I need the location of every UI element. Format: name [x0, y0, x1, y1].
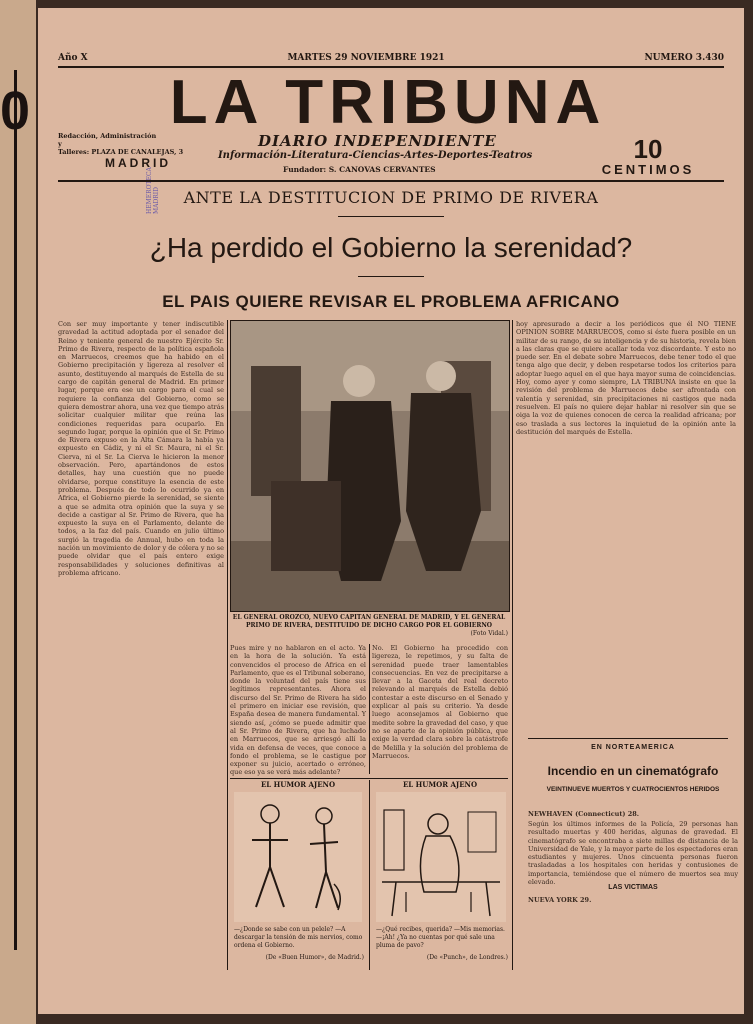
masthead-title: LA TRIBUNA: [169, 68, 607, 137]
newspaper-page: [38, 8, 744, 1014]
cartoon-drawing-2: [376, 792, 506, 922]
paper-subtitle: DIARIO INDEPENDIENTE: [258, 132, 497, 150]
paper-subjects: Información-Literatura-Ciencias-Artes-Deportes-Teatros: [218, 150, 533, 161]
column-divider: [512, 320, 513, 970]
news-headline: Incendio en un cinematógrafo: [547, 764, 719, 778]
kicker-rule: [338, 216, 444, 217]
price-unit: CENTIMOS: [601, 162, 695, 177]
cartoon-illustration-1: [234, 792, 362, 922]
news-body: Según los últimos informes de la Policía, 29 personas han resultado muertas y 400 heridas, algunas de gravedad. El cinematógrafo se encontraba a siete millas de distancia de la Universidad de Yale, y la mayor parte de los espectadores eran estudiantes y mujeres. Unos cincuenta personas fueron trasladadas a los hospitales con heridas y contusiones de importancia, temiéndose que el número de muertos sea muy elevado.: [528, 820, 738, 887]
news-dateline: NUEVA YORK 29.: [528, 896, 592, 904]
kicker-headline: ANTE LA DESTITUCION DE PRIMO DE RIVERA: [183, 188, 599, 207]
issue-year: Año X: [58, 53, 88, 63]
photo-caption-text: EL GENERAL OROZCO, NUEVO CAPITAN GENERAL DE MADRID, Y EL GENERAL PRIMO DE RIVERA, DESTITUIDO DE DICHO CARGO POR EL GOBIERNO: [232, 614, 506, 629]
article-column-right: hoy apresurado a decir a los periódicos que él NO TIENE OPINION SOBRE MARRUECOS, como si éste fuera posible en un militar de su rango, de su inteligencia y de su historia, revela bien a las claras que se quiere acallar toda voz discordante. Y esto no puede ser. En el debate sobre Marruecos, debe tener todo el que tenga algo que decir, y deben respetarse todos los criterios para adoptar luego aquel en el que haya mayor suma de coincidencias. Hoy, como ayer y como siempre, LA TRIBUNA insiste en que la revisión del problema de Marruecos debe ser afrontada con valentía y serenidad, sin precipitaciones ni castigos que nada resuelven. El país no quiere dejar hablar ni resolver sin que se oiga la voz de quienes conocen de cerca la realidad africana; por eso traslada a sus lectores la inquietud de la opinión ante la destitución del marqués de Estella.: [516, 320, 736, 436]
office-line: Redacción, Administración: [58, 132, 157, 140]
cartoon-title: EL HUMOR AJENO: [260, 780, 336, 789]
dateline-bar: [58, 53, 724, 63]
office-line: y: [58, 140, 62, 148]
previous-page-fragment: 0: [0, 81, 31, 141]
issue-number: NUMERO 3.430: [644, 53, 724, 63]
news-victims-head: LAS VICTIMAS: [608, 884, 658, 891]
previous-page-rule: [0, 70, 17, 950]
column-divider: [227, 320, 228, 970]
news-section: EN NORTEAMERICA: [591, 744, 675, 751]
cartoons-top-rule: [230, 778, 508, 779]
price-box: [578, 136, 718, 177]
headline-rule: [358, 276, 424, 277]
office-address: [58, 132, 218, 170]
masthead-bottom-rule: [58, 180, 724, 182]
cartoon-credit: (De «Buen Humor», de Madrid.): [265, 954, 364, 961]
cartoon-title: EL HUMOR AJENO: [402, 780, 478, 789]
column-divider: [369, 780, 370, 970]
photo-credit: (Foto Vidal.): [470, 630, 508, 637]
previous-page-edge: [0, 0, 36, 1024]
cartoon-illustration-2: [376, 792, 506, 922]
column-divider: [369, 644, 370, 774]
cartoon-credit: (De «Punch», de Londres.): [426, 954, 508, 961]
article-column-mid1: Pues mire y no hablaron en el acto. Ya en la hora de la solución. Ya está convencidos el proceso de Africa en el Parlamento, que es el Tribunal soberano, donde la voluntad del país tiene sus legítimos representantes. Ahora el discurso del Sr. Primo de Rivera ha sido el primero en iniciar ese revisión, que España desea de manera fundamental. Y siendo así, ¿cómo se puede admitir que al Sr. Primo de Rivera, que ha luchado en Marruecos, que se arriesgó allí la vida en defensa de veces, que conoce a fondo el problema, se le castigue por exponer su juicio, acertado o erróneo, que eso ya se verá más adelante?: [230, 644, 366, 777]
cartoon-caption: —¿Qué recibes, querida? —Mis memorias. —¡Ah! ¿Ya no cuentas por qué sale una pluma de pavo?: [376, 926, 505, 949]
city-name: MADRID: [105, 156, 171, 170]
main-headline: ¿Ha perdido el Gobierno la serenidad?: [149, 232, 633, 263]
paper-founder: Fundador: S. CANOVAS CERVANTES: [283, 165, 436, 174]
price-number: 10: [633, 134, 663, 164]
sub-headline: EL PAIS QUIERE REVISAR EL PROBLEMA AFRICANO: [162, 292, 620, 311]
news-top-rule: [528, 738, 728, 739]
news-dateline: NEWHAVEN (Connecticut) 28.: [528, 810, 640, 818]
cartoon-drawing-1: [234, 792, 362, 922]
cartoon-caption: —¿Donde se sabe con un pelele? —A descargar la tensión de mis nervios, como ordena el Gobierno.: [234, 926, 363, 949]
photo-caption: [230, 614, 508, 638]
news-photo: [230, 320, 510, 612]
library-stamp: HEMEROTECA MADRID: [146, 167, 160, 214]
article-column-mid2: No. El Gobierno ha procedido con ligereza, le repetimos, y su falta de serenidad puede traer lamentables consecuencias. En vez de precipitarse a llevar a la Gaceta del real decreto relevando al marqués de Estella debió contestar a este discurso en el Senado y explicar al país su criterio. Ya desde luego aconsejamos al Gobierno que medite sobre la gravedad del caso, y que no se aparte de la opinión pública, que exige la verdad clara sobre la catástrofe de Melilla y la solución del problema de Marruecos.: [372, 644, 508, 760]
office-line: Talleres: PLAZA DE CANALEJAS, 3: [58, 148, 184, 156]
news-subhead: VEINTINUEVE MUERTOS Y CUATROCIENTOS HERIDOS: [546, 786, 720, 793]
issue-date: MARTES 29 NOVIEMBRE 1921: [287, 53, 445, 63]
generals-photo-illustration: [231, 321, 509, 611]
article-column-left: Con ser muy importante y tener indiscutible gravedad la actitud adoptada por el senador del Reino y teniente general de nuestro Ejército Sr. Primo de Rivera, respecto de la política española en Marruecos, creemos que ha habido en el Gobierno precipitación y ligereza al resolver el asunto, destituyendo al marqués de Estella de su cargo de capitán general de Madrid. En primer lugar, porque era ese un cargo para el cual se requiere la confianza del Gobierno, como se quiera demostrar ahora, una vez que tiempo atrás solicitar cualquier militar que reúna las condiciones requeridas para ocuparlo. En segundo lugar, porque la opinión que el Sr. Primo de Rivera expuso en la Alta Cámara la había ya expuesto en Cádiz, y ni el Sr. Maura, ni el Sr. Cierva, ni el Sr. La Cierva le hicieron la menor observación. Pero, apartándonos de estos detalles, hay una cuestión que no puede olvidarse, porque constituye la esencia de este problema. Después de todo lo ocurrido ya en Africa, el Gobierno pierde la serenidad, se siente a que se admita otra opinión que la suya y se decide a castigar al Sr. Primo de Rivera, que ha expuesto la suya en el Parlamento, delante de todos, a la faz del país. Cuando en julio último surgió la tragedia de Annual, hubo en toda la nación un movimiento de dolor y de cólera y no se puede olvidar que el país entero exige responsabilidades y soluciones definitivas al problema africano.: [58, 320, 224, 577]
